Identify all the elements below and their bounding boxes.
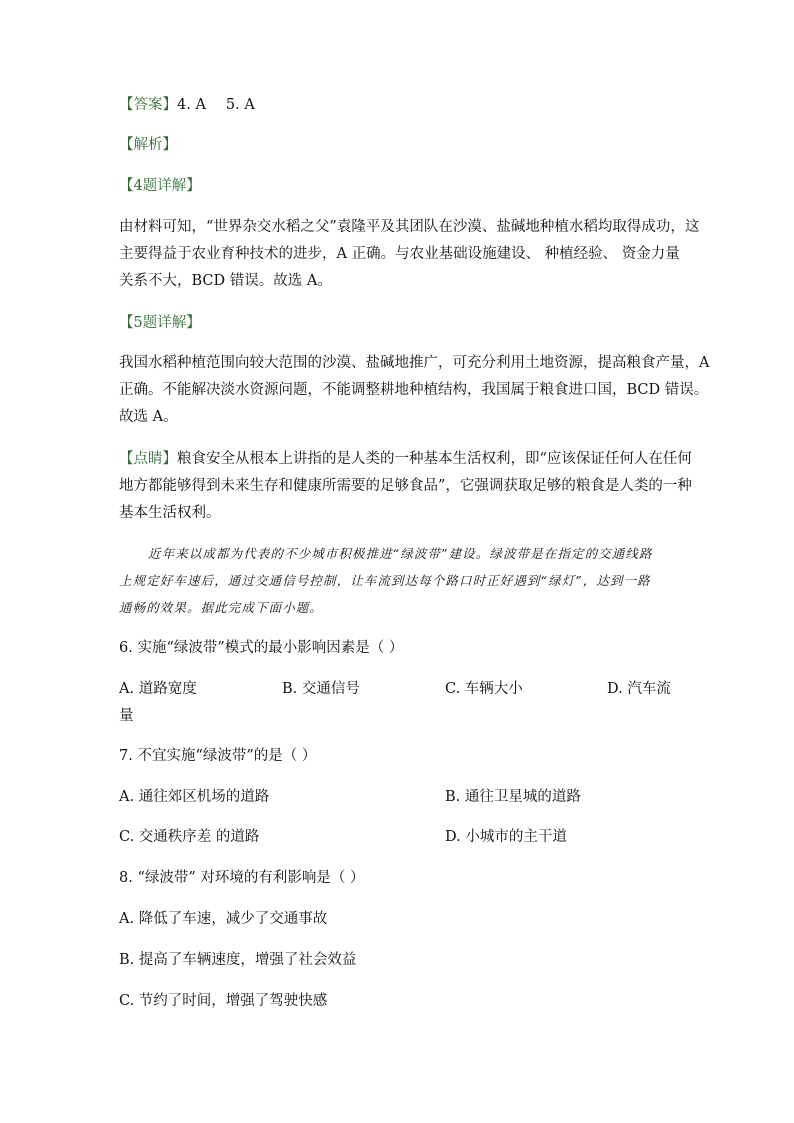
comment-line-2: 地方都能够得到未来生存和健康所需要的足够食品”，它强调获取足够的粮食是人类的一种	[119, 478, 692, 494]
q5-detail-line-3: 故选 A。	[119, 409, 178, 425]
q7-stem: 7. 不宜实施“绿波带”的是（ ）	[119, 748, 317, 764]
q4-detail-heading: 【4题详解】	[119, 178, 201, 194]
q8-option-a: A. 降低了车速，减少了交通事故	[119, 911, 328, 927]
q7-option-a: A. 通往郊区机场的道路	[119, 789, 270, 805]
comment-first-text: 粮食安全从根本上讲指的是人类的一种基本生活权利，即“应该保证任何人在任何	[177, 451, 692, 467]
q5-detail-heading: 【5题详解】	[119, 315, 201, 331]
q4-detail-line-1: 由材料可知，“世界杂交水稻之父”袁隆平及其团队在沙漠、盐碱地种植水稻均取得成功，这	[119, 219, 700, 235]
passage-line-1: 近年来以成都为代表的不少城市积极推进“绿波带”建设。绿波带是在指定的交通线路	[148, 546, 653, 561]
answer-tag: 【答案】	[119, 97, 177, 113]
q5-detail-line-2: 正确。不能解决淡水资源问题，不能调整耕地种植结构，我国属于粮食进口国，BCD 错误。	[119, 382, 709, 398]
q4-detail-line-3: 关系不大，BCD 错误。故选 A。	[119, 273, 332, 289]
answer-line	[119, 95, 255, 115]
q6-option-c: C. 车辆大小	[445, 681, 523, 697]
q8-option-c: C. 节约了时间，增强了驾驶快感	[119, 993, 328, 1009]
q6-option-b: B. 交通信号	[282, 681, 360, 697]
analysis-heading: 【解析】	[119, 137, 177, 153]
answer-4: 4. A	[177, 97, 206, 113]
comment-tag: 【点睛】	[119, 451, 177, 467]
comment-line-1	[119, 449, 692, 469]
q8-stem: 8. “绿波带” 对环境的有利影响是（ ）	[119, 870, 365, 886]
passage-line-3: 通畅的效果。据此完成下面小题。	[119, 600, 324, 615]
q4-detail-line-2: 主要得益于农业育种技术的进步，A 正确。与农业基础设施建设、 种植经验、 资金力量	[119, 246, 680, 262]
q8-option-b: B. 提高了车辆速度，增强了社会效益	[119, 952, 357, 968]
q6-option-a: A. 道路宽度	[119, 681, 197, 697]
q7-option-b: B. 通往卫星城的道路	[445, 789, 581, 805]
q6-stem: 6. 实施“绿波带”模式的最小影响因素是（ ）	[119, 640, 404, 656]
q7-option-d: D. 小城市的主干道	[445, 829, 567, 845]
q6-option-d: D. 汽车流	[607, 681, 671, 697]
q6-option-d-wrap: 量	[119, 708, 134, 724]
passage-line-2: 上规定好车速后，通过交通信号控制，让车流到达每个路口时正好遇到“绿灯”，达到一路	[119, 573, 651, 588]
q7-option-c: C. 交通秩序差 的道路	[119, 829, 260, 845]
comment-line-3: 基本生活权利。	[119, 505, 221, 521]
q5-detail-line-1: 我国水稻种植范围向较大范围的沙漠、盐碱地推广，可充分利用土地资源，提高粮食产量，A	[119, 355, 710, 371]
answer-5: 5. A	[225, 97, 255, 113]
